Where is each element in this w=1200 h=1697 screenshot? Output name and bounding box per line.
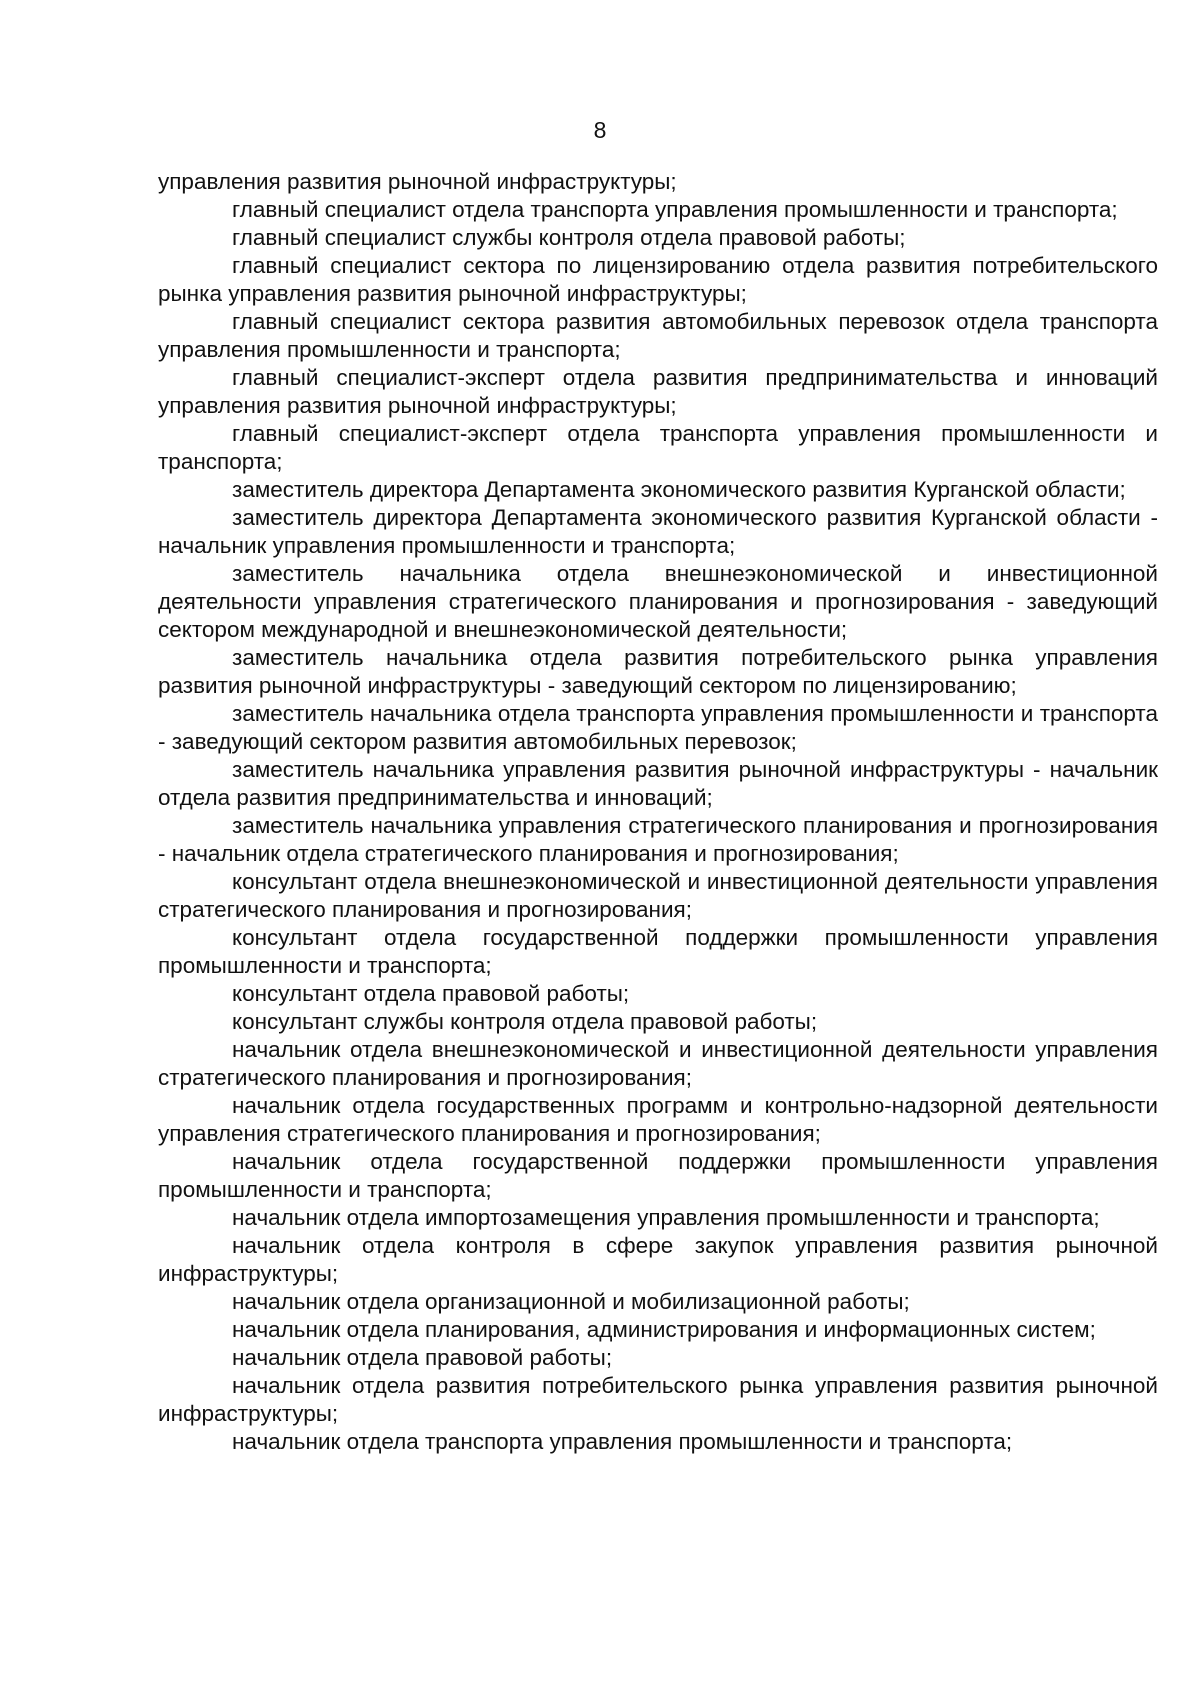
paragraph: начальник отдела транспорта управления промышленности и транспорта; bbox=[232, 1429, 1013, 1454]
paragraph: главный специалист-эксперт отдела развития предпринимательства и инноваций управления развития рыночной инфраструктуры; bbox=[158, 365, 1158, 418]
paragraph: консультант службы контроля отдела правовой работы; bbox=[232, 1009, 818, 1034]
paragraph: главный специалист сектора развития автомобильных перевозок отдела транспорта управления промышленности и транспорта; bbox=[158, 309, 1158, 362]
paragraph: заместитель директора Департамента экономического развития Курганской области - начальник управления промышленности и транспорта; bbox=[158, 505, 1158, 558]
paragraph: начальник отдела государственных программ и контрольно-надзорной деятельности управления стратегического планирования и прогнозирования; bbox=[158, 1093, 1158, 1146]
paragraph: главный специалист-эксперт отдела транспорта управления промышленности и транспорта; bbox=[158, 421, 1158, 474]
paragraph: начальник отдела правовой работы; bbox=[232, 1345, 613, 1370]
paragraph: начальник отдела импортозамещения управления промышленности и транспорта; bbox=[232, 1205, 1100, 1230]
paragraph: заместитель начальника отдела транспорта управления промышленности и транспорта - заведующий сектором развития автомобильных перевозок; bbox=[158, 701, 1158, 754]
paragraph: главный специалист службы контроля отдела правовой работы; bbox=[232, 225, 906, 250]
paragraph: начальник отдела развития потребительского рынка управления развития рыночной инфраструктуры; bbox=[158, 1373, 1158, 1426]
paragraph: управления развития рыночной инфраструктуры; bbox=[158, 169, 677, 194]
paragraph: главный специалист отдела транспорта управления промышленности и транспорта; bbox=[232, 197, 1118, 222]
paragraph: начальник отдела контроля в сфере закупок управления развития рыночной инфраструктуры; bbox=[158, 1233, 1158, 1286]
document-body bbox=[158, 168, 1158, 1456]
paragraph: консультант отдела внешнеэкономической и инвестиционной деятельности управления стратегического планирования и прогнозирования; bbox=[158, 869, 1158, 922]
paragraph: начальник отдела планирования, администрирования и информационных систем; bbox=[232, 1317, 1096, 1342]
paragraph: консультант отдела правовой работы; bbox=[232, 981, 630, 1006]
paragraph: заместитель директора Департамента экономического развития Курганской области; bbox=[232, 477, 1126, 502]
paragraph: начальник отдела внешнеэкономической и инвестиционной деятельности управления стратегического планирования и прогнозирования; bbox=[158, 1037, 1158, 1090]
paragraph: заместитель начальника отдела развития потребительского рынка управления развития рыночной инфраструктуры - заведующий сектором по лицензированию; bbox=[158, 645, 1158, 698]
paragraph: начальник отдела организационной и мобилизационной работы; bbox=[232, 1289, 910, 1314]
paragraph: заместитель начальника отдела внешнеэкономической и инвестиционной деятельности управления стратегического планирования и прогнозирования - заведующий сектором международной и внешнеэкономической деятельности; bbox=[158, 561, 1158, 642]
paragraph: заместитель начальника управления развития рыночной инфраструктуры - начальник отдела развития предпринимательства и инноваций; bbox=[158, 757, 1158, 810]
paragraph: заместитель начальника управления стратегического планирования и прогнозирования - начальник отдела стратегического планирования и прогнозирования; bbox=[158, 813, 1158, 866]
page-number: 8 bbox=[593, 117, 607, 143]
paragraph: главный специалист сектора по лицензированию отдела развития потребительского рынка управления развития рыночной инфраструктуры; bbox=[158, 253, 1158, 306]
paragraph: начальник отдела государственной поддержки промышленности управления промышленности и транспорта; bbox=[158, 1149, 1158, 1202]
paragraph: консультант отдела государственной поддержки промышленности управления промышленности и транспорта; bbox=[158, 925, 1158, 978]
